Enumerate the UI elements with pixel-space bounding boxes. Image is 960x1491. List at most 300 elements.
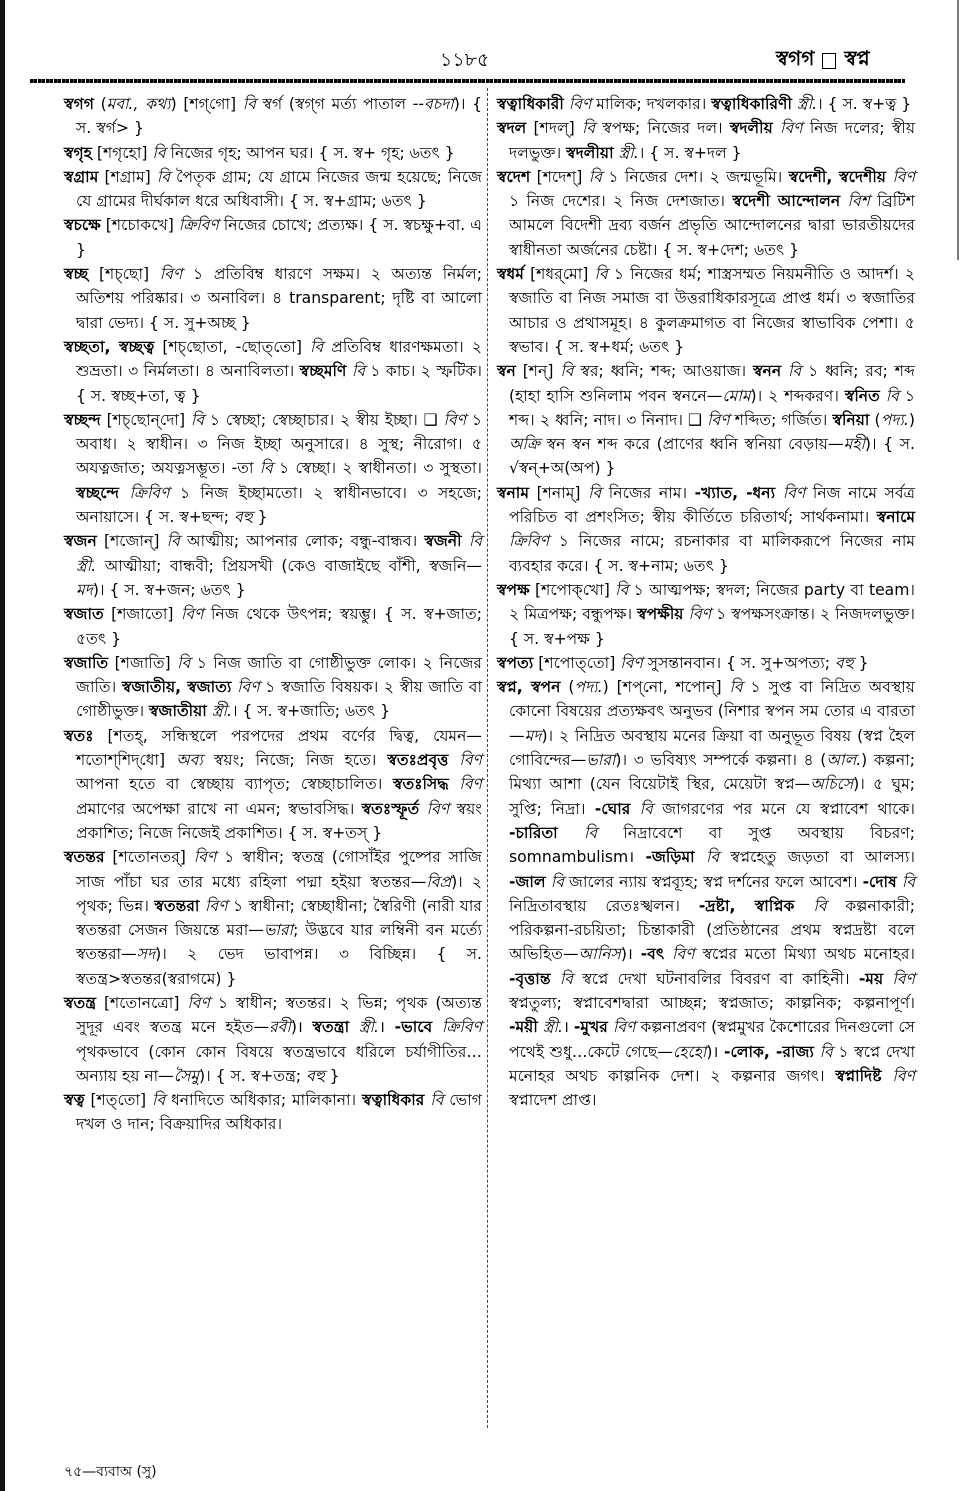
definition-text: ব্রিটিশ আমলে বিদেশী দ্রব্য বর্জন প্রভৃতি আন্দোলনের দ্বারা ভারতীয়দের স্বাধীনতা অর্জনের চেষ্টা। { স. স্ব+দেশ; ৬তৎ } <box>509 192 915 259</box>
grammar-label: বিণ <box>892 1066 915 1085</box>
definition-text: প্রতিবিম্ব ধারণক্ষমতা। ২ শুভ্রতা। ৩ নির্মলতা। ৪ অনাবিলতা। <box>76 337 482 381</box>
definition-text: স্বয়ং; নিজে; নিজ হতে। <box>202 751 388 770</box>
dictionary-entry <box>497 651 915 675</box>
box-separator-icon <box>822 53 836 69</box>
grammar-label: বি <box>588 483 602 502</box>
definition-text: ১ নিজ জাতি বা গোষ্ঠীভুক্ত লোক। ২ নিজের জাতি। <box>76 653 482 697</box>
definition-text: পৃথকভাবে (কোন কোন বিষয়ে স্বতন্ত্রভাবে ধরিলে চর্যাগীতির…অন্যায় হয় না— <box>76 1042 482 1085</box>
definition-text: ১ নিজ দেশের। ২ নিজ দেশজাত। <box>509 192 733 211</box>
grammar-label: বি <box>885 386 899 405</box>
grammar-label: বিণ <box>892 167 916 186</box>
definition-text <box>462 532 469 550</box>
dictionary-entry <box>64 529 482 602</box>
definition-text: )। ২ পৃথক; ভিন্ন। <box>76 872 482 915</box>
grammar-label: মোম <box>722 386 751 405</box>
grammar-label: বহু <box>306 1066 325 1085</box>
definition-text: [শজাতি] <box>108 653 178 672</box>
definition-text: )। ২ ভেদ ভাবাপন্ন। ৩ বিচ্ছিন্ন। { স. স্বতন্ত্র>স্বতন্তর(স্বরাগমে) } <box>76 945 482 988</box>
headword: স্বচ্ছ <box>64 265 89 284</box>
definition-text: স্বপ্নতুল্য; স্বপ্নাবেশদ্বারা আচ্ছন্ন; স্বপ্নজাত; কাল্পনিক; কল্পনাপূর্ণ। <box>509 993 915 1012</box>
headword: স্বত্ব <box>64 1091 85 1110</box>
definition-text: প্রমাণের অপেক্ষা রাখে না এমন; স্বভাবসিদ্ধ। <box>76 799 362 818</box>
definition-text <box>664 945 672 963</box>
grammar-label: বিণ <box>707 410 730 429</box>
dictionary-entry <box>64 724 482 845</box>
running-head <box>776 44 870 77</box>
grammar-label: সদ <box>136 945 156 964</box>
sub-headword: স্বজনী <box>424 532 462 551</box>
definition-text <box>449 775 460 793</box>
grammar-label: মদ <box>524 726 542 745</box>
definition-text: ১ স্বাধীনা; স্বেচ্ছাধীনা; স্বৈরিণী (নারী যার স্বতন্তরা সেজন জিয়ন্তে মরা— <box>76 896 482 940</box>
sub-headword: -দ্রষ্টা, স্বাপ্নিক <box>698 896 795 915</box>
definition-text: ) [শপ্‌নো, শপোন্] <box>602 678 730 697</box>
grammar-label: মহী <box>843 435 865 454</box>
definition-text: ( <box>869 410 881 429</box>
definition-text: )। <box>706 1042 725 1061</box>
definition-text: নিজের নাম। <box>601 483 695 502</box>
definition-text: [শতোনতর্] <box>104 848 194 867</box>
definition-text: । { স. স্ব+জাতি; ৬তৎ } <box>231 702 391 721</box>
grammar-label: বি <box>156 167 171 186</box>
definition-text: স্বর্গ (স্বগ্‌গ মর্ত্য পাতাল -- <box>255 95 424 113</box>
grammar-label: পদ্য. <box>574 678 603 697</box>
definition-text: [শচ্‌ছোন্‌দো] <box>100 410 191 429</box>
grammar-label: বিণ <box>443 410 467 429</box>
grammar-label: বিণ <box>204 896 228 915</box>
definition-text: ) [শগ্‌গো] <box>170 95 243 113</box>
definition-text: ( <box>93 95 107 113</box>
definition-text: ১ আত্মপক্ষ; স্বদল; নিজের party বা team। ২ মিত্রপক্ষ; বন্ধুপক্ষ। <box>509 580 915 624</box>
definition-text: [শজাতো] <box>103 605 181 624</box>
dictionary-entry <box>64 602 482 651</box>
definition-text: )। { স. স্ব+তন্ত্র; <box>199 1066 307 1085</box>
grammar-label: হেহো <box>672 1042 707 1061</box>
definition-text: ১ সুপ্ত বা নিদ্রিত অবস্থায় কোনো বিষয়ের প্রত্যক্ষবৎ অনুভব (নিশার স্বপন সম তোর এ বারতা— <box>509 678 915 745</box>
grammar-label: বি <box>588 167 602 186</box>
grammar-label: বহু <box>233 508 253 527</box>
definition-text: )। ২ নিদ্রিত অবস্থায় মনের ক্রিয়া বা অনুভূত বিষয় (স্বপ্ন হৈল গোবিন্দের— <box>509 726 915 770</box>
definition-text <box>448 751 459 769</box>
grammar-label: আনিস <box>578 945 621 964</box>
definition-text: [শত্‌তো] <box>84 1091 153 1110</box>
grammar-label: বি <box>152 143 166 162</box>
headword: স্বতঃ <box>64 726 94 745</box>
headword: স্বগগ <box>64 95 94 113</box>
dictionary-entry <box>497 359 915 480</box>
sub-headword: স্বতঃপ্রবৃত্ত <box>387 751 449 770</box>
dictionary-entry <box>497 481 915 578</box>
definition-text: ধনাদিতে অধিকার; মালিকানা। <box>165 1091 363 1110</box>
grammar-label: অচিসে <box>810 775 854 794</box>
headword: স্বতন্তর <box>64 848 105 867</box>
grammar-label: সৈমু <box>173 1066 200 1085</box>
definition-text: স্বপ্নাদেশ প্রাপ্ত। <box>509 1091 597 1110</box>
grammar-label: বি <box>550 872 564 891</box>
grammar-label: বি <box>639 799 653 818</box>
headword: স্বগৃহ <box>64 143 92 162</box>
sub-headword: স্বত্বাধিকারিণী <box>711 95 792 113</box>
definition-text <box>119 484 129 502</box>
grammar-label: পদ্য. <box>880 410 909 429</box>
definition-text <box>882 1067 893 1085</box>
grammar-label: অব্য <box>176 751 203 770</box>
grammar-label: বি <box>615 580 629 599</box>
definition-text: [শগ্রাম] <box>98 167 157 186</box>
sub-headword: স্বদেশী, স্বদেশীয় <box>788 167 886 186</box>
definition-text: ১ শব্দ। ২ ধ্বনি; নাদ। ৩ নিনাদ। ❑ <box>509 386 916 429</box>
grammar-label: ক্রিবিণ <box>509 532 550 551</box>
grammar-label: বি <box>560 362 574 381</box>
definition-text: ১ নিজের ধর্ম; শাস্ত্রসম্মত নিয়মনীতি ও আদর্শ। ২ স্বজাতি বা নিজ সমাজ বা উত্তরাধিকারসূত্রে প্রাপ্ত ধর্ম। ৩ স্বজাতির আচার ও প্রথাসমূহ। ৪ কুলক্রমাগত বা নিজের স্বাভাবিক পেশা। ৫ স্বভাব। { স. স্ব+ধর্ম; ৬তৎ } <box>509 265 915 356</box>
dictionary-entry <box>497 116 915 165</box>
dictionary-entry <box>64 1088 482 1137</box>
sub-headword: স্বতঃসিদ্ধ <box>393 775 449 794</box>
definition-text <box>695 848 706 866</box>
dictionary-entry <box>64 408 482 529</box>
grammar-label: বি <box>152 1091 166 1110</box>
definition-text: নিজের গৃহ; আপন ঘর। { স. স্ব+ গৃহ; ৬তৎ } <box>165 143 455 162</box>
running-head-first-word: স্বগগ <box>776 46 815 70</box>
grammar-label: বিণ <box>568 95 592 113</box>
definition-text: ১ স্বাধীন; স্বতন্ত্র (গোসাঁইর পুষ্পের সাজি সাজ পাঁচা ঘর তার মধ্যে রহিলা পদ্মা হইয়া স্বতন্তর— <box>76 848 482 891</box>
definition-text: স্বয়ং প্রকাশিত; নিজে নিজেই প্রকাশিত। { স. স্ব+তস্ } <box>76 799 482 842</box>
grammar-label: বিণ <box>187 993 210 1012</box>
grammar-label: বিণ <box>612 1018 636 1037</box>
headword: স্বদল <box>497 119 527 138</box>
definition-text <box>773 119 780 137</box>
definition-text: )। { স. স্বর্গ> } <box>76 95 483 138</box>
grammar-label: বি <box>901 872 915 891</box>
definition-text: আপনা হতে বা স্বেচ্ছায় ব্যাপৃত; স্বেচ্ছাচালিত। <box>76 775 394 794</box>
grammar-label: বিণ <box>459 775 482 794</box>
definition-text: কল্পনাপ্রবণ (স্বপ্নমুখর কৈশোরের দিনগুলো সে পথেই শুধু…কেটে গেছে— <box>509 1018 915 1061</box>
definition-text: স্বর; ধ্বনি; শব্দ; আওয়াজ। <box>573 362 754 381</box>
grammar-label: স্ত্রী. <box>542 1018 563 1037</box>
definition-text: ১ অবাধ। ২ স্বাধীন। ৩ নিজ ইচ্ছা অনুসারে। ৪ সুস্থ; নীরোগ। ৫ অযত্নজাত; অযত্নসম্ভূত। -তা <box>76 410 483 478</box>
definition-text: । <box>562 1018 574 1037</box>
definition-text <box>349 1018 359 1036</box>
headword: স্বপ্ন, স্বপন <box>497 678 561 697</box>
definition-text: [শচ্‌ছোতা, -ছোত্‌তো] <box>154 337 310 356</box>
definition-text: ১ স্বপক্ষসংক্রান্ত। ২ নিজদলভুক্ত। { স. স্ব+পক্ষ } <box>509 605 915 648</box>
grammar-label: বি <box>583 823 598 842</box>
grammar-label: ক্রিবিণ <box>441 1018 482 1037</box>
definition-text: । { স. স্ব+দল } <box>638 143 742 162</box>
definition-text: )। <box>620 945 641 964</box>
definition-text: জালের ন্যায় স্বপ্নব্যূহ; স্বপ্ন দর্শনের ফলে আবেশ। <box>563 872 863 891</box>
grammar-label: বি <box>259 459 273 478</box>
definition-text: ভোগ দখল ও দান; বিক্রয়াদির অধিকার। <box>76 1091 482 1134</box>
sub-headword: -দোষ <box>862 872 897 891</box>
sub-headword: স্বচ্ছন্দে <box>76 483 120 502</box>
grammar-label: বি <box>581 119 596 138</box>
definition-text: নিজের চোখে; প্রত্যক্ষ। { স. স্বচক্ষু+বা. এ } <box>76 216 482 259</box>
headword: স্বচ্ছতা, স্বচ্ছত্ব <box>64 337 155 356</box>
definition-text: আত্মীয়; আপনার লোক; বন্ধু-বান্ধব। <box>179 532 425 551</box>
definition-text: [শনাম্] <box>528 483 589 502</box>
grammar-label: বি <box>729 678 743 697</box>
sub-headword: স্বজাতীয়, স্বজাত্য <box>121 678 232 697</box>
grammar-label: ক্রিবিণ <box>178 216 219 235</box>
grammar-label: বিণ <box>459 751 482 770</box>
sub-headword: স্বত্বাধিকার <box>362 1091 425 1110</box>
definition-text: । { স. স্ব+ত্ব } <box>817 95 912 113</box>
dictionary-entry <box>64 92 482 141</box>
grammar-label: বিশ <box>847 192 870 211</box>
sub-headword: স্বতন্ত্রা <box>312 1018 350 1037</box>
definition-text: ১ নিজের নামে; রচনাকার বা মালিকরূপে নিজের নাম ব্যবহার করে। { স. স্ব+নাম; ৬তৎ } <box>509 532 915 575</box>
headword: স্বগ্রাম <box>64 167 99 186</box>
grammar-label: বিণ <box>620 653 643 672</box>
grammar-label: বি <box>177 653 191 672</box>
grammar-label: বিণ <box>180 605 204 624</box>
definition-text <box>775 484 783 502</box>
grammar-label: বি <box>705 848 720 867</box>
grammar-label: বি <box>788 362 802 381</box>
definition-text: স্বপ্নে দেখা ঘটনাবলির বিবরণ বা কাহিনী। <box>572 969 859 988</box>
definition-text: ১ প্রতিবিম্ব ধারণে সক্ষম। ২ অত্যন্ত নির্মল; অতিশয় পরিষ্কার। ৩ অনাবিল। ৪ transparent; দৃষ্টি বা আলো দ্বারা ভেদ্য। { স. সু+অচ্ছ } <box>76 265 482 332</box>
sub-headword: স্বপ্নাদিষ্ট <box>835 1066 882 1085</box>
grammar-label: বি <box>813 896 827 915</box>
sub-headword: -খ্যাত, -ধন্য <box>694 483 776 502</box>
definition-text: ) কল্পনা; মিথ্যা আশা (যেন বিয়েটাই স্থির, মেয়েটা স্বপ্ন— <box>509 751 915 794</box>
grammar-label: বিণ <box>426 799 450 818</box>
definition-text: ; উদ্ভবে যার লম্বিনী বন মর্ত্যে স্বতন্তরা— <box>76 921 482 964</box>
grammar-label: বি <box>594 265 608 284</box>
dictionary-entry <box>64 335 482 408</box>
signature-mark: ৭৫—ব্যবাঅ (সু) <box>64 1464 157 1480</box>
definition-text <box>432 1018 442 1036</box>
sub-headword: স্বচ্ছমণি <box>299 362 347 381</box>
right-column <box>497 92 915 1112</box>
grammar-label: বি <box>819 1042 833 1061</box>
headword: স্বচ্ছন্দ <box>64 410 101 429</box>
definition-text <box>794 897 813 915</box>
definition-text: জাগরণের পর মনে যে স্বপ্নাবেশ থাকে। <box>652 799 915 818</box>
definition-text: নিজ দলের; স্বীয় দলভুক্ত। <box>509 119 916 162</box>
sub-headword: স্বদেশী আন্দোলন <box>732 192 841 211</box>
sub-headword: স্বতঃস্ফূর্ত <box>361 799 420 818</box>
sub-headword: -ময় <box>858 969 884 988</box>
grammar-label: বিণ <box>237 678 260 697</box>
grammar-label: বি <box>242 95 256 113</box>
grammar-label: মদ <box>76 580 93 599</box>
definition-text <box>419 800 426 818</box>
grammar-label: স্ত্রী. <box>358 1018 379 1037</box>
definition-text: ১ স্বপ্নে দেখা মনোহর অথচ কাল্পনিক দেশ। ২ কল্পনার জগৎ। <box>509 1042 916 1085</box>
definition-text: [শচ্‌ছো] <box>88 265 160 284</box>
definition-text <box>551 970 560 988</box>
definition-text: [শন্] <box>515 362 561 381</box>
grammar-label: স্ত্রী. <box>618 143 639 162</box>
definition-text: নিজ নামে সর্বত্র পরিচিত বা প্রশংসিত; স্বীয় কীর্তিতে চরিতার্থ; সার্থকনামা। <box>509 483 916 527</box>
definition-text: [শপোত্‌তো] <box>533 653 621 672</box>
definition-text: স্বন স্বন শব্দ করে (প্রাণের ধ্বনি স্বনিয়া বেড়ায়— <box>540 435 844 454</box>
headword: স্বপক্ষ <box>497 580 530 599</box>
headword: স্বজাত <box>64 605 104 624</box>
grammar-label: আল. <box>826 751 862 770</box>
scan-edge-left <box>0 0 5 1491</box>
grammar-label: বিণ <box>672 945 695 964</box>
header-ornamental-rule <box>30 79 905 83</box>
grammar-label: স্ত্রী. <box>211 702 232 721</box>
grammar-label: বি <box>190 410 205 429</box>
dictionary-entry <box>497 578 915 651</box>
dictionary-entry <box>497 165 915 262</box>
dictionary-entry <box>64 165 482 214</box>
grammar-label: বহু <box>835 653 854 672</box>
dictionary-entry <box>64 213 482 262</box>
sub-headword: -ময়ী <box>509 1018 538 1037</box>
headword: স্বচক্ষে <box>64 216 101 235</box>
grammar-label: অক্রি <box>509 435 541 454</box>
definition-text: )। ৫ ঘুম; সুপ্তি; নিদ্রা। <box>509 775 915 818</box>
grammar-label: বি <box>166 532 180 551</box>
grammar-label: বিণ <box>159 265 183 284</box>
sub-headword: স্বপক্ষীয় <box>637 605 684 624</box>
sub-headword: -লোক, -রাজ্য <box>724 1042 814 1061</box>
sub-headword: -ঘোর <box>594 799 631 818</box>
definition-text: সুসন্তানবান। { স. সু+অপত্য; <box>642 653 835 672</box>
definition-text: )। ৩ ভবিষ্যৎ সম্পর্কে কল্পনা। ৪ ( <box>615 751 827 770</box>
grammar-label: বিণ <box>782 483 806 502</box>
headword: স্বতন্ত্র <box>64 993 97 1012</box>
sub-headword: স্বদলীয় <box>729 119 773 138</box>
grammar-label: বি <box>309 337 324 356</box>
dictionary-entry <box>64 262 482 335</box>
page-number: ১১৮৫ <box>440 49 490 71</box>
sub-headword: -জড়িমা <box>645 848 695 867</box>
definition-text: শব্দিত; গর্জিত। <box>729 410 833 429</box>
definition-text: )। { স. স্ব+জন; ৬তৎ } <box>92 580 246 599</box>
definition-text: ১ স্বেচ্ছা। ২ স্বাধীনতা। ৩ সুস্থতা। <box>272 459 482 478</box>
definition-text: [শচোকখে] <box>100 216 179 235</box>
left-column <box>64 92 482 1137</box>
definition-text: মালিক; দখলকার। <box>591 95 712 113</box>
definition-text <box>840 192 847 210</box>
definition-text: নিদ্রিতাবস্থায় রেতঃস্খলন। <box>509 896 699 915</box>
definition-text: ১ স্বেচ্ছা; স্বেচ্ছাচার। ২ স্বীয় ইচ্ছা। ❑ <box>204 410 444 429</box>
definition-text: ( <box>560 678 575 697</box>
definition-text: [শজোন্] <box>96 532 167 551</box>
headword: স্বনাম <box>497 483 529 502</box>
headword: স্বধর্ম <box>497 265 524 284</box>
definition-text: ১ নিজের দেশ। ২ জন্মভূমি। <box>601 167 789 186</box>
grammar-label: বিপ্র <box>426 872 452 891</box>
grammar-label: বি স্ত্রী. <box>76 532 482 575</box>
sub-headword: -মুখর <box>573 1018 608 1037</box>
grammar-label: বি <box>559 969 573 988</box>
grammar-label: বচদা <box>423 95 454 113</box>
dictionary-entry <box>64 651 482 724</box>
definition-text: নিজ থেকে উৎপন্ন; স্বয়ম্ভু। { স. স্ব+জাত; ৫তৎ } <box>76 605 482 648</box>
sub-headword: -বৎ <box>640 945 665 964</box>
sub-headword: স্বনিত <box>844 386 880 405</box>
dictionary-entry <box>497 675 915 1112</box>
dictionary-entry <box>64 845 482 991</box>
headword: স্বজন <box>64 532 97 551</box>
dictionary-entry <box>64 991 482 1088</box>
running-head-last-word: স্বপ্ন <box>844 46 870 70</box>
definition-text: ১ স্বাধীন; স্বতন্তর। ২ ভিন্ন; পৃথক (অত্যন্ত সুদূর এবং স্বতন্ত্র মনে হইত— <box>76 993 482 1037</box>
definition-text: স্বপ্নের মতো মিথ্যা অথচ মনোহর। <box>694 945 915 964</box>
definition-text: স্বপ্নহেতু জড়তা বা আলস্য। <box>719 848 915 867</box>
grammar-label: বিণ <box>780 119 803 138</box>
definition-text: নিদ্রাবেশে বা সুপ্ত অবস্থায় বিচরণ; somnambulism। <box>509 823 915 867</box>
sub-headword: স্বদলীয়া <box>566 143 614 162</box>
definition-text: । <box>378 1018 395 1037</box>
dictionary-entry <box>64 141 482 165</box>
sub-headword: স্বনন <box>753 362 782 381</box>
definition-text <box>558 824 584 842</box>
definition-text: )। ২ শব্দকরণ। <box>750 386 845 405</box>
headword: স্বত্বাধিকারী <box>497 95 564 113</box>
definition-text: )। { স. √স্বন্+অ(অপ) } <box>509 435 915 478</box>
dictionary-entry <box>497 92 915 116</box>
definition-text: আত্মীয়া; বান্ধবী; প্রিয়সখী (কেও বাজাইছে বাঁশী, স্বজনি— <box>96 556 482 575</box>
definition-text: [শতোনত্রো] <box>96 993 188 1012</box>
definition-text: } <box>853 653 869 672</box>
definition-text <box>781 362 788 380</box>
definition-text: [শতহ্, সন্ধিস্থলে পরপদের প্রথম বর্ণের দ্বিত্ব, যেমন—শতোশ্‌শিদ্‌ধো] <box>76 726 482 770</box>
definition-text: কল্পনাকারী; পরিকল্পনা-রচয়িতা; চিন্তাকারী (প্রতিষ্ঠানের প্রথম স্বপ্নদ্রষ্টা বলে অভিহিত— <box>509 896 915 964</box>
definition-text: ) <box>908 410 915 429</box>
scan-edge-right <box>957 0 959 260</box>
headword: স্বপত্য <box>497 653 534 672</box>
definition-text: [শদেশ্] <box>530 167 589 186</box>
grammar-label: বিণ <box>688 605 712 624</box>
definition-text: } <box>252 508 268 527</box>
grammar-label: ভারা <box>586 751 616 770</box>
definition-text: [শপোক্‌খো] <box>529 580 616 599</box>
sub-headword: -জাল <box>509 872 546 891</box>
definition-text: ১ স্বজাতি বিষয়ক। ২ স্বীয় জাতি বা গোষ্ঠীভুক্ত। <box>76 678 482 721</box>
grammar-label: বিণ <box>892 969 915 988</box>
definition-text: [শগৃহো] <box>91 143 153 162</box>
column-divider <box>487 88 489 1428</box>
sub-headword: স্বনামে <box>876 508 915 527</box>
definition-text: স্বপক্ষ; নিজের দল। <box>595 119 730 138</box>
sub-headword: -বৃত্তান্ত <box>509 969 551 988</box>
grammar-label: বি <box>430 1091 444 1110</box>
grammar-label: ক্রিবিণ <box>129 483 170 502</box>
definition-text: পৈতৃক গ্রাম; যে গ্রামে নিজের জন্ম হয়েছে; নিজে যে গ্রামের দীর্ঘকাল ধরে অধিবাসী। { স. স্ব+গ্রাম; ৬তৎ } <box>76 167 483 211</box>
definition-text: ১ ধ্বনি; রব; শব্দ (হাহা হাসি শুনিলাম পবন স্বননে— <box>509 362 915 405</box>
definition-text: [শদল্] <box>526 119 582 138</box>
headword: স্বদেশ <box>497 167 531 186</box>
definition-text: ১ নিজ ইচ্ছামতো। ২ স্বাধীনভাবে। ৩ সহজে; অনায়াসে। { স. স্ব+ছন্দ; <box>76 483 482 527</box>
grammar-label: স্ত্রী. <box>796 95 818 113</box>
definition-text: ১ কাচ। ২ স্ফটিক। { স. স্বচ্ছ+তা, ত্ব } <box>76 362 482 405</box>
definition-text: } <box>324 1066 340 1085</box>
grammar-label: বিণ <box>193 848 217 867</box>
definition-text: [শধর্‌মো] <box>523 265 595 284</box>
sub-headword: -ভাবে <box>394 1018 433 1037</box>
grammar-label: মবা., কথ্য <box>106 95 171 113</box>
sub-headword: স্বজাতীয়া <box>149 702 207 721</box>
grammar-label: ভারা <box>263 921 294 940</box>
grammar-label: রবী <box>269 1018 291 1037</box>
sub-headword: -চারিতা <box>509 823 558 842</box>
headword: স্বন <box>497 362 516 381</box>
grammar-label: বি <box>351 362 365 381</box>
definition-text <box>630 800 639 818</box>
definition-text: )। <box>290 1018 313 1037</box>
dictionary-entry <box>497 262 915 359</box>
headword: স্বজাতি <box>64 653 109 672</box>
sub-headword: স্বনিয়া <box>832 410 870 429</box>
